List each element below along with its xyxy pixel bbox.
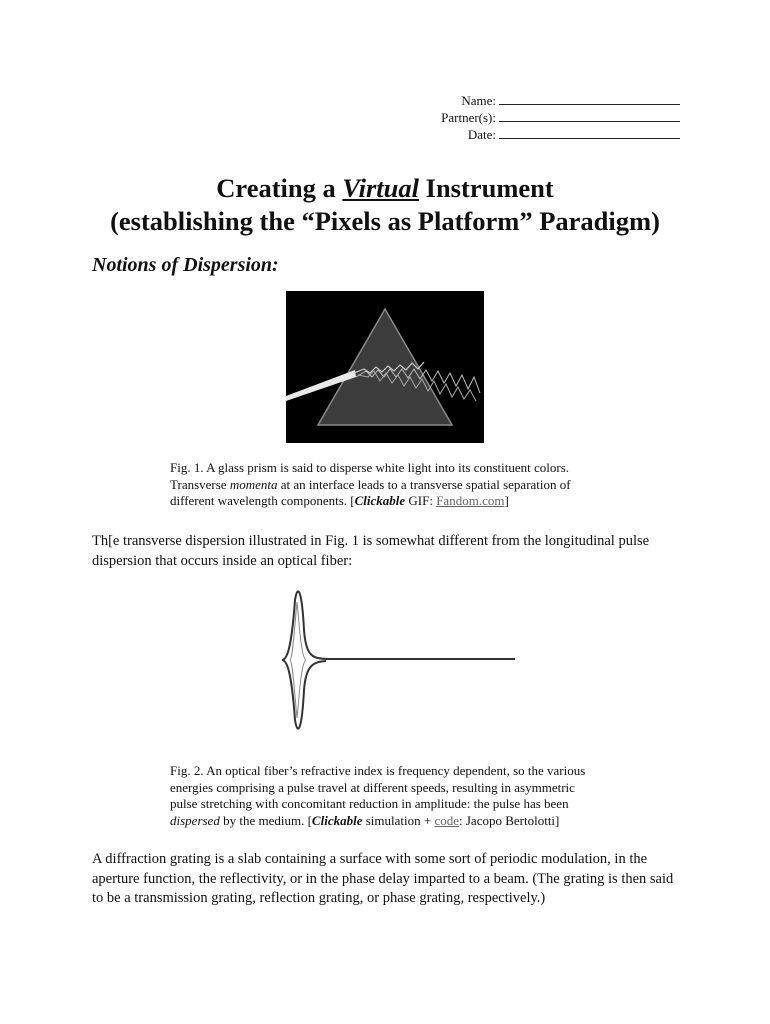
fig2-cap4-mid: by the medium. [ [219, 812, 312, 828]
title-line-1 [0, 172, 770, 205]
fig1-clickable-label: Clickable [354, 493, 406, 508]
title-pre: Creating a [216, 173, 343, 203]
fig2-caption-line-2: energies comprising a pulse travel at different speeds, resulting in asymmetric [170, 779, 575, 795]
paragraph-diffraction-grating: A diffraction grating is a slab containing a surface with some sort of periodic modulation, in the aperture function, the reflectivity, or in the phase delay imparted to a beam. (The grating is then said to be a transmission grating, reflection grating, or phase grating, respectively.) [92, 851, 674, 906]
fig2-cap4-mid2: simulation + [362, 812, 435, 828]
pulse-lower-curve [282, 660, 326, 729]
fig2-caption-line-1: Fig. 2. An optical fiber’s refractive index is frequency dependent, so the various [170, 763, 586, 778]
fig2-caption-line-4 [170, 813, 620, 830]
fig2-cap4-italic: dispersed [170, 812, 220, 828]
fig2-caption-line-3: pulse stretching with concomitant reduction in amplitude: the pulse has been [170, 796, 569, 811]
fandom-link[interactable]: Fandom.com [436, 493, 505, 508]
partners-blank-line[interactable] [499, 109, 680, 122]
student-info-fields [441, 92, 680, 143]
code-link[interactable]: code [434, 812, 459, 828]
fig1-cap2-post: at an interface leads to a transverse spatial separation of [277, 476, 571, 492]
fig2-clickable-label: Clickable [311, 812, 363, 828]
section-heading: Notions of Dispersion: [92, 254, 279, 276]
figure-1-caption [170, 460, 620, 510]
title-post: Instrument [419, 173, 554, 203]
prism-illustration [286, 291, 484, 443]
partners-field-row [441, 109, 680, 126]
fig1-cap3-pre: different wavelength components. [ [170, 493, 355, 508]
prism-figure[interactable] [286, 291, 484, 443]
pulse-plot [276, 580, 521, 740]
name-blank-line[interactable] [499, 92, 680, 105]
fig1-caption-line-3 [170, 493, 620, 510]
date-field-row [441, 126, 680, 143]
pulse-upper-curve [282, 591, 515, 660]
partners-label: Partner(s): [441, 110, 496, 125]
fig2-cap4-post: : Jacopo Bertolotti] [459, 812, 560, 828]
title-emphasis: Virtual [342, 173, 419, 203]
fig1-caption-line-1: Fig. 1. A glass prism is said to disperse white light into its constituent colors. [170, 460, 570, 475]
date-blank-line[interactable] [499, 126, 680, 139]
fig1-cap3-post: ] [504, 493, 509, 508]
fig1-cap2-pre: Transverse [170, 476, 230, 492]
paragraph-fiber-dispersion: Th[e transverse dispersion illustrated in Fig. 1 is somewhat different from the longitudinal pulse dispersion that occurs inside an optical fiber: [92, 533, 650, 569]
fig1-cap3-mid: GIF: [405, 493, 437, 508]
fig1-caption-line-2 [170, 477, 620, 494]
prism-shape [318, 309, 452, 425]
pulse-dispersion-figure[interactable] [276, 580, 521, 740]
title-line-2: (establishing the “Pixels as Platform” Paradigm) [110, 206, 660, 236]
date-label: Date: [467, 127, 496, 142]
figure-2-caption [170, 763, 620, 829]
fig1-cap2-italic: momenta [229, 476, 278, 492]
name-field-row [441, 92, 680, 109]
page-title [0, 172, 770, 238]
name-label: Name: [461, 93, 496, 108]
